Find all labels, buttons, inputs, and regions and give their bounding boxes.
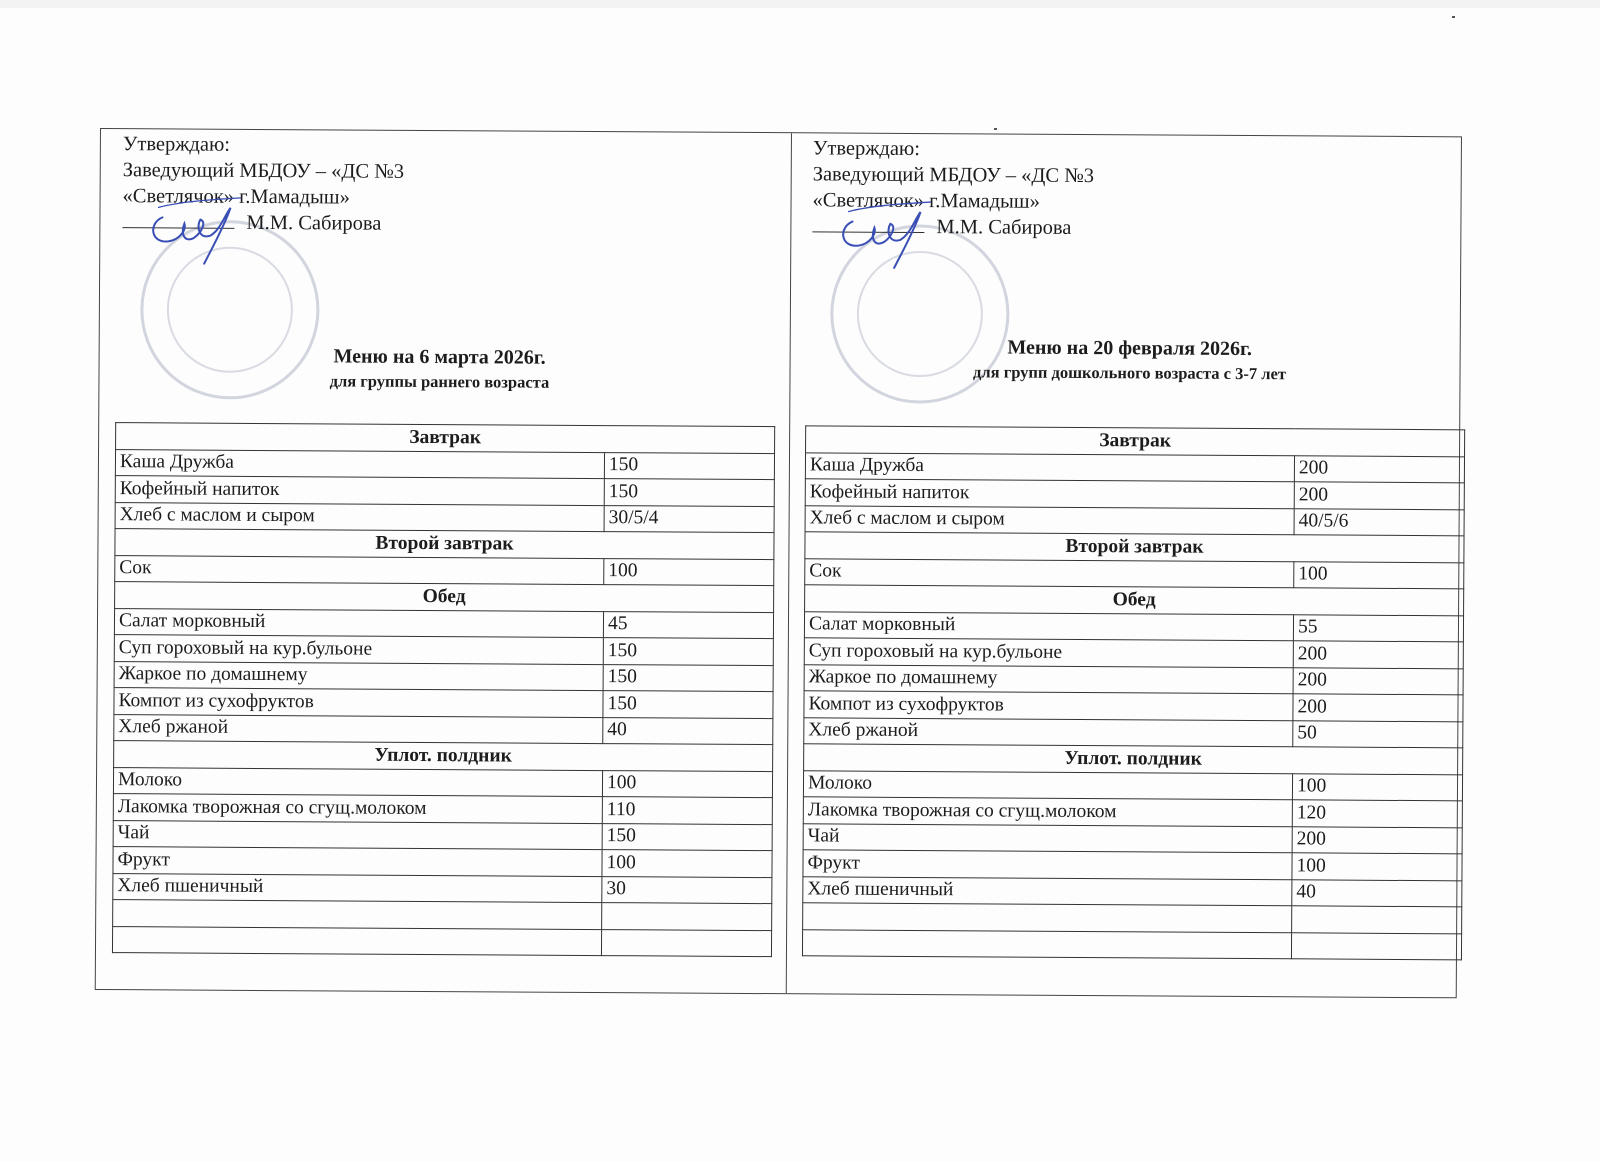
table-row (113, 767, 772, 798)
dish-name: Жаркое по домашнему (114, 661, 603, 690)
table-row (804, 691, 1463, 722)
dish-portion: 150 (602, 823, 772, 851)
empty-row (802, 929, 1461, 960)
dish-name: Суп гороховый на кур.бульоне (114, 635, 603, 664)
dish-portion: 150 (604, 479, 774, 507)
section-header-row (114, 741, 773, 772)
table-row (805, 505, 1464, 536)
dish-name: Лакомка творожная со сгущ.молоком (803, 797, 1292, 826)
dish-portion: 40 (1292, 879, 1462, 907)
table-row (803, 770, 1462, 801)
table-row (113, 873, 772, 904)
empty-cell (601, 929, 771, 957)
table-row (804, 638, 1463, 669)
section-title: Обед (115, 582, 774, 613)
table-row (113, 820, 772, 851)
approval-line: Утверждаю: (812, 137, 921, 161)
menu-subtitle: для группы раннего возраста (329, 371, 550, 392)
section-header-row (115, 529, 774, 560)
dish-name: Салат морковный (114, 608, 603, 637)
section-title: Уплот. полдник (804, 744, 1463, 775)
table-row (803, 823, 1462, 854)
dish-name: Хлеб с маслом и сыром (805, 505, 1294, 534)
empty-row (112, 926, 771, 957)
menu-title: Меню на 6 марта 2026г. (333, 345, 546, 369)
table-row (805, 452, 1464, 483)
dish-portion: 100 (1292, 853, 1462, 881)
dish-portion: 200 (1293, 641, 1463, 669)
scan-top-edge (0, 0, 1600, 8)
menu-panel-right (786, 133, 1471, 997)
table-row (115, 502, 774, 533)
dish-portion: 110 (602, 797, 772, 825)
approval-institution: «Светлячок» г.Мамадыш» (812, 189, 1040, 213)
dish-portion: 100 (602, 770, 772, 798)
menu-subtitle: для групп дошкольного возраста с 3-7 лет (973, 362, 1287, 384)
dish-name: Компот из сухофруктов (114, 688, 603, 717)
dish-portion: 200 (1294, 482, 1464, 510)
dish-name: Лакомка творожная со сгущ.молоком (113, 794, 602, 823)
dish-name: Молоко (803, 770, 1292, 799)
dish-name: Суп гороховый на кур.бульоне (804, 638, 1293, 667)
dish-name: Сок (805, 558, 1294, 587)
section-title: Второй завтрак (805, 532, 1464, 563)
dish-portion: 200 (1293, 667, 1463, 695)
section-header-row (806, 426, 1465, 457)
menu-heading (99, 342, 779, 396)
table-row (115, 476, 774, 507)
table-row (113, 794, 772, 825)
dish-portion: 30 (602, 876, 772, 904)
dish-portion: 30/5/4 (604, 505, 774, 533)
table-row (804, 717, 1463, 748)
approval-position: Заведующий МБДОУ – «ДС №3 (122, 159, 405, 183)
dish-name: Фрукт (803, 850, 1292, 879)
table-row (804, 664, 1463, 695)
dish-portion: 100 (1294, 561, 1464, 589)
dish-name: Хлеб ржаной (114, 714, 603, 743)
table-row (803, 797, 1462, 828)
section-header-row (805, 585, 1464, 616)
table-row (803, 876, 1462, 907)
dish-portion: 40/5/6 (1294, 508, 1464, 536)
table-row (115, 449, 774, 480)
menu-table (802, 425, 1465, 960)
approval-line: Утверждаю: (122, 133, 231, 156)
dish-portion: 200 (1294, 455, 1464, 483)
dish-portion: 120 (1292, 800, 1462, 828)
table-row (114, 688, 773, 719)
table-row (113, 847, 772, 878)
scan-speck (1452, 16, 1455, 18)
table-row (114, 714, 773, 745)
menu-table (112, 422, 775, 957)
approval-institution: «Светлячок» г.Мамадыш» (122, 185, 350, 209)
dish-name: Салат морковный (804, 611, 1293, 640)
table-row (114, 661, 773, 692)
menu-panel-left (96, 129, 781, 993)
dish-name: Чай (113, 820, 602, 849)
dish-name: Кофейный напиток (805, 479, 1294, 508)
empty-cell (1292, 906, 1462, 934)
dish-name: Кофейный напиток (115, 476, 604, 505)
section-header-row (804, 744, 1463, 775)
dish-name: Каша Дружба (115, 449, 604, 478)
table-row (805, 558, 1464, 589)
signer-name: М.М. Сабирова (936, 216, 1072, 239)
dish-name: Хлеб пшеничный (113, 873, 602, 902)
empty-cell (112, 926, 601, 955)
menu-sheet-frame (95, 128, 1462, 998)
dish-portion: 150 (604, 452, 774, 480)
dish-portion: 50 (1293, 720, 1463, 748)
section-title: Второй завтрак (115, 529, 774, 560)
section-title: Завтрак (806, 426, 1465, 457)
section-header-row (805, 532, 1464, 563)
section-title: Уплот. полдник (114, 741, 773, 772)
empty-cell (1291, 932, 1461, 960)
dish-portion: 45 (603, 611, 773, 639)
section-header-row (115, 582, 774, 613)
empty-cell (602, 903, 772, 931)
table-row (804, 611, 1463, 642)
table-row (114, 608, 773, 639)
dish-name: Хлеб с маслом и сыром (115, 502, 604, 531)
table-row (114, 635, 773, 666)
table-row (115, 555, 774, 586)
handwritten-signature-icon (830, 181, 961, 272)
dish-portion: 150 (603, 638, 773, 666)
empty-cell (803, 903, 1292, 932)
section-header-row (116, 423, 775, 454)
dish-name: Компот из сухофруктов (804, 691, 1293, 720)
empty-row (113, 900, 772, 931)
empty-cell (113, 900, 602, 929)
dish-portion: 40 (603, 717, 773, 745)
dish-name: Фрукт (113, 847, 602, 876)
dish-name: Чай (803, 823, 1292, 852)
dish-portion: 55 (1293, 614, 1463, 642)
scan-speck (994, 128, 997, 130)
dish-portion: 100 (1292, 773, 1462, 801)
dish-name: Сок (115, 555, 604, 584)
table-row (805, 479, 1464, 510)
empty-row (803, 903, 1462, 934)
handwritten-signature-icon (140, 177, 271, 268)
dish-name: Жаркое по домашнему (804, 664, 1293, 693)
approval-position: Заведующий МБДОУ – «ДС №3 (812, 163, 1095, 188)
dish-name: Хлеб пшеничный (803, 876, 1292, 905)
dish-portion: 200 (1293, 694, 1463, 722)
signer-name: М.М. Сабирова (246, 211, 382, 235)
dish-portion: 200 (1292, 826, 1462, 854)
dish-portion: 150 (603, 664, 773, 692)
dish-name: Каша Дружба (805, 452, 1294, 481)
dish-name: Молоко (113, 767, 602, 796)
table-row (803, 850, 1462, 881)
section-title: Завтрак (116, 423, 775, 454)
menu-title: Меню на 20 февраля 2026г. (1007, 336, 1252, 361)
menu-heading (789, 333, 1469, 387)
dish-portion: 150 (603, 691, 773, 719)
dish-portion: 100 (602, 850, 772, 878)
dish-name: Хлеб ржаной (804, 717, 1293, 746)
empty-cell (802, 929, 1291, 958)
dish-portion: 100 (604, 558, 774, 586)
section-title: Обед (805, 585, 1464, 616)
